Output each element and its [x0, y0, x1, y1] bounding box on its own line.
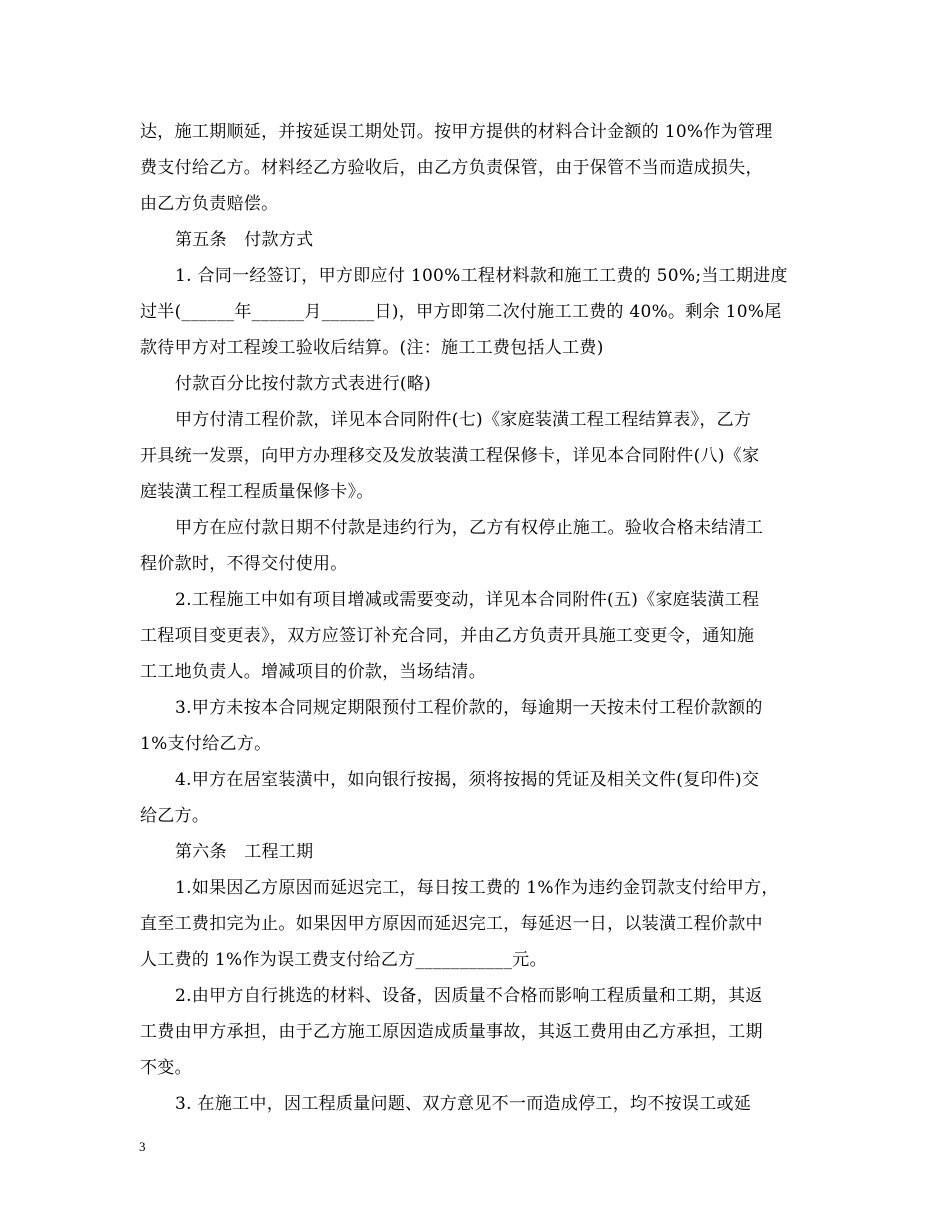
text-line: 3.甲方未按本合同规定期限预付工程价款的，每逾期一天按未付工程价款额的 — [175, 698, 763, 718]
text-line: 2.由甲方自行挑选的材料、设备，因质量不合格而影响工程质量和工期，其返 — [175, 986, 763, 1006]
text-line: 1.如果因乙方原因而延迟完工，每日按工费的 1%作为违约金罚款支付给甲方， — [175, 878, 779, 898]
text-line: 过半(______年______月______日)，甲方即第二次付施工工费的 40%。剩余 10%尾 — [140, 302, 782, 322]
text-line: 4.甲方在居室装潢中，如向银行按揭，须将按揭的凭证及相关文件(复印件)交 — [175, 770, 760, 790]
text-line: 开具统一发票，向甲方办理移交及发放装潢工程保修卡，详见本合同附件(八)《家 — [140, 446, 760, 466]
text-line: 付款百分比按付款方式表进行(略) — [175, 374, 432, 394]
text-line: 1. 合同一经签订，甲方即应付 100%工程材料款和施工工费的 50%;当工期进度 — [175, 266, 788, 286]
text-line: 程价款时，不得交付使用。 — [140, 554, 348, 574]
text-line: 达，施工期顺延，并按延误工期处罚。按甲方提供的材料合计金额的 10%作为管理 — [140, 122, 773, 142]
text-line: 工程项目变更表》，双方应签订补充合同，并由乙方负责开具施工变更令，通知施 — [140, 626, 755, 646]
text-line: 费支付给乙方。材料经乙方验收后，由乙方负责保管，由于保管不当而造成损失， — [140, 158, 763, 178]
text-line: 人工费的 1%作为误工费支付给乙方___________元。 — [140, 950, 547, 970]
text-line: 不变。 — [140, 1058, 192, 1078]
text-line: 款待甲方对工程竣工验收后结算。(注：施工工费包括人工费) — [140, 338, 604, 358]
text-line: 工工地负责人。增减项目的价款，当场结清。 — [140, 662, 486, 682]
text-line: 1%支付给乙方。 — [140, 734, 272, 754]
text-line: 甲方在应付款日期不付款是违约行为，乙方有权停止施工。验收合格未结清工 — [175, 518, 764, 538]
text-line: 3. 在施工中，因工程质量问题、双方意见不一而造成停工，均不按误工或延 — [175, 1094, 752, 1114]
text-line: 庭装潢工程工程质量保修卡》。 — [140, 482, 374, 502]
section-heading: 第六条 工程工期 — [175, 842, 314, 862]
text-line: 2.工程施工中如有项目增减或需要变动，详见本合同附件(五)《家庭装潢工程 — [175, 590, 760, 610]
section-heading: 第五条 付款方式 — [175, 230, 314, 250]
text-line: 直至工费扣完为止。如果因甲方原因而延迟完工，每延迟一日，以装潢工程价款中 — [140, 914, 763, 934]
text-line: 甲方付清工程价款，详见本合同附件(七)《家庭装潢工程工程结算表》，乙方 — [175, 410, 752, 430]
page-number: 3 — [139, 1139, 146, 1154]
text-line: 工费由甲方承担，由于乙方施工原因造成质量事故，其返工费用由乙方承担，工期 — [140, 1022, 763, 1042]
text-line: 给乙方。 — [140, 806, 210, 826]
text-line: 由乙方负责赔偿。 — [140, 194, 279, 214]
